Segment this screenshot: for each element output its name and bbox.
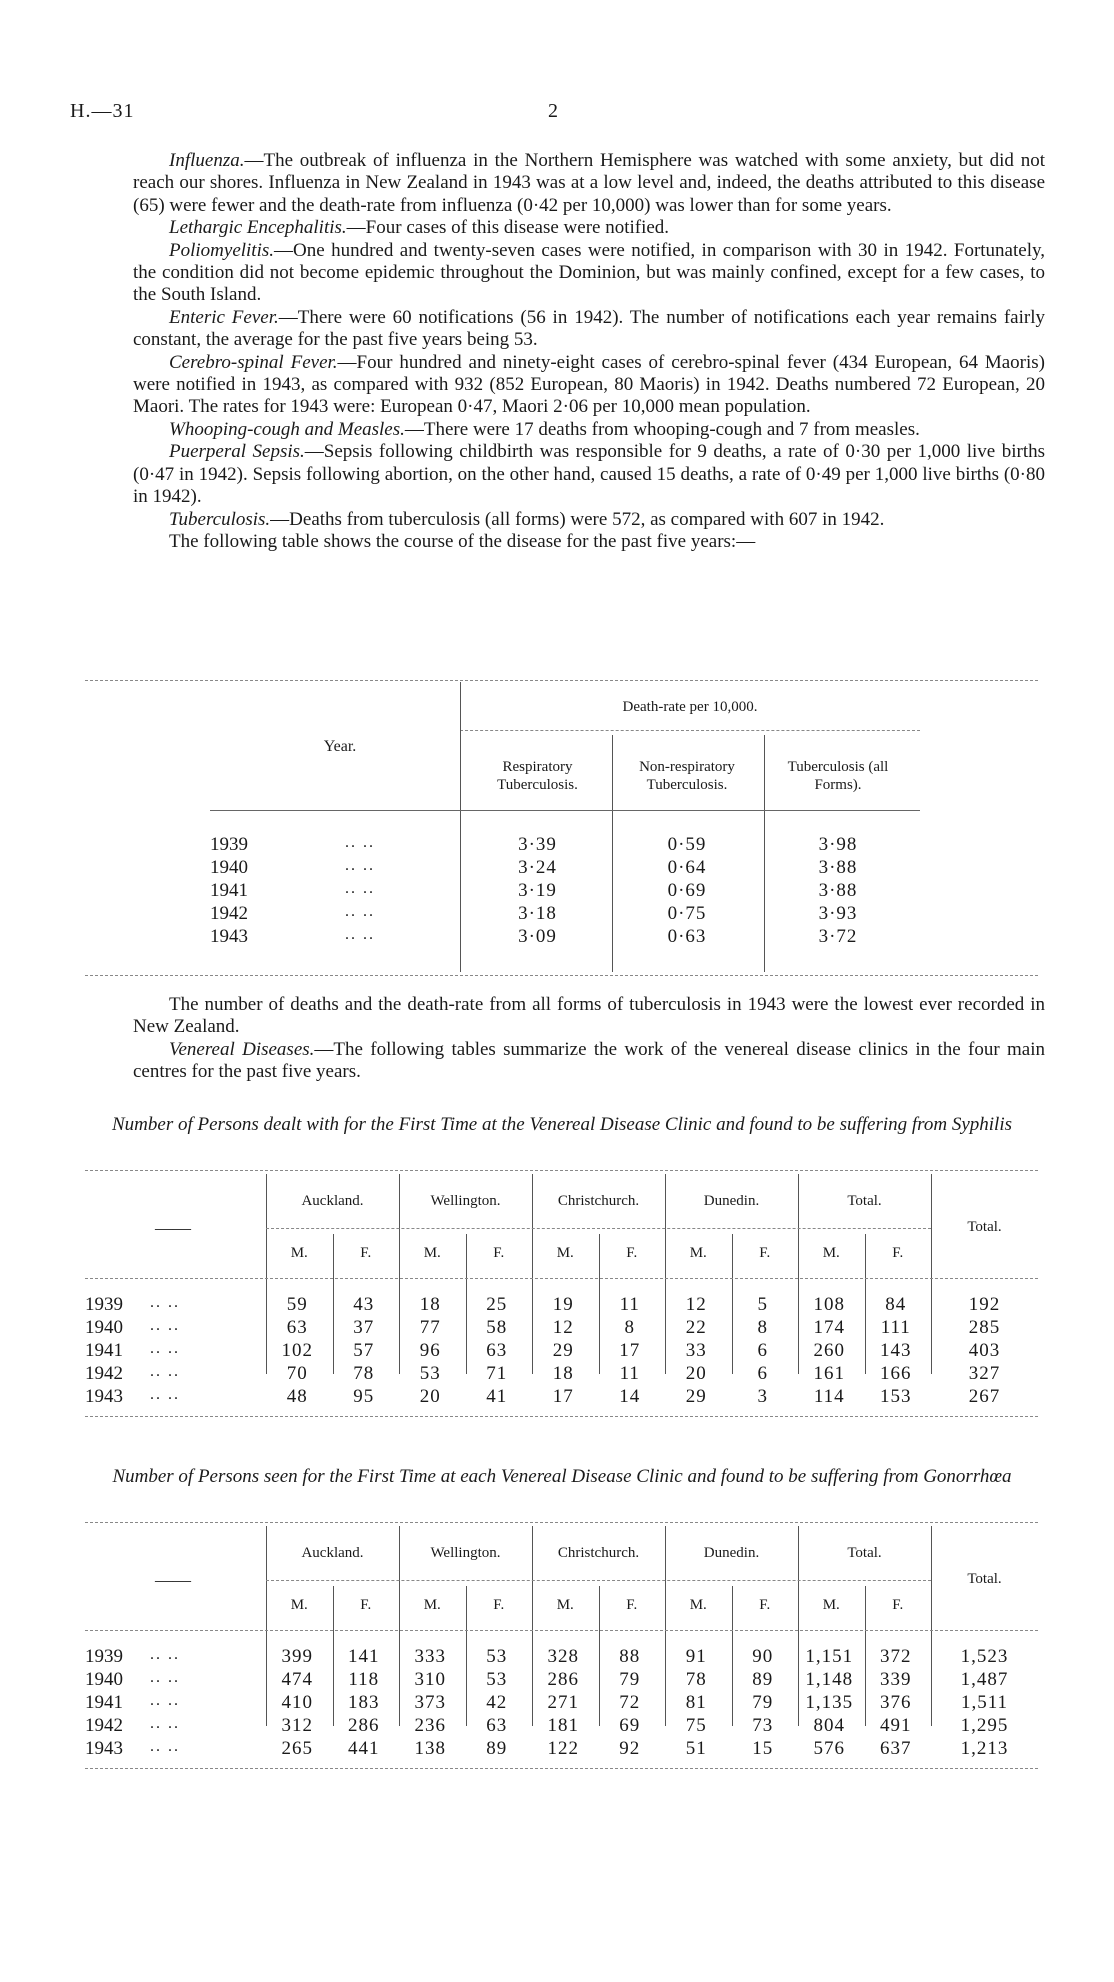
syphilis-row-value: 95 <box>353 1386 375 1407</box>
syphilis-row-value: 111 <box>880 1317 911 1338</box>
tb-row-year: 1940 <box>210 857 248 878</box>
gonorrhoea-row-value: 63 <box>486 1715 508 1736</box>
gonorrhoea-centre-header: Auckland. <box>301 1545 364 1561</box>
syphilis-row-value: 43 <box>353 1294 375 1315</box>
gonorrhoea-row-value: 328 <box>547 1646 579 1667</box>
tb-row-all-forms: 3·72 <box>818 926 858 947</box>
gonorrhoea-row-dots: .. .. <box>150 1738 180 1755</box>
gonorrhoea-row-value: 181 <box>547 1715 579 1736</box>
gonorrhoea-caption: Number of Persons seen for the First Time at each Venereal Disease Clinic and found to be suffering from Gonorrhœa <box>112 1466 1012 1487</box>
gonorrhoea-row-value: 271 <box>547 1692 579 1713</box>
gonorrhoea-centre-header: Christchurch. <box>557 1545 640 1561</box>
gonorrhoea-row-value: 138 <box>414 1738 446 1759</box>
syphilis-row-total: 267 <box>968 1386 1001 1407</box>
syphilis-row-year: 1943 <box>85 1386 123 1407</box>
gonorrhoea-row-value: 90 <box>752 1646 774 1667</box>
syphilis-centre-header: Total. <box>847 1193 882 1209</box>
syphilis-row-value: 58 <box>486 1317 508 1338</box>
gonorrhoea-row-dots: .. .. <box>150 1646 180 1663</box>
gonorrhoea-f-header: F. <box>626 1597 638 1613</box>
syphilis-row-value: 166 <box>880 1363 912 1384</box>
tb-row-dots: .. .. <box>345 834 375 851</box>
gonorrhoea-row-value: 804 <box>813 1715 845 1736</box>
gonorrhoea-f-header: F. <box>360 1597 372 1613</box>
gonorrhoea-row-year: 1940 <box>85 1669 123 1690</box>
gonorrhoea-row-value: 69 <box>619 1715 641 1736</box>
tb-row-dots: .. .. <box>345 926 375 943</box>
syphilis-row-value: 25 <box>486 1294 508 1315</box>
gonorrhoea-row-value: 286 <box>547 1669 579 1690</box>
tb-col-nonrespiratory: Non-respiratory Tuberculosis. <box>639 759 735 793</box>
syphilis-centre-header: Christchurch. <box>557 1193 640 1209</box>
syphilis-row-value: 59 <box>286 1294 308 1315</box>
syphilis-row-value: 22 <box>685 1317 707 1338</box>
tb-row-nonrespiratory: 0·75 <box>667 903 707 924</box>
syphilis-row-dots: .. .. <box>150 1317 180 1334</box>
syphilis-row-value: 53 <box>419 1363 441 1384</box>
gonorrhoea-centre-header: Dunedin. <box>703 1545 760 1561</box>
tb-col-all-forms: Tuberculosis (all Forms). <box>787 759 889 793</box>
gonorrhoea-centre-header: Wellington. <box>430 1545 501 1561</box>
syphilis-row-value: 29 <box>552 1340 574 1361</box>
gonorrhoea-mid-rule <box>266 1580 931 1581</box>
gonorrhoea-m-header: M. <box>689 1597 707 1613</box>
paragraph-tuberculosis: Tuberculosis.—Deaths from tuberculosis (all forms) were 572, as compared with 607 in 1942. <box>169 508 885 530</box>
syphilis-row-value: 3 <box>757 1386 768 1407</box>
syphilis-row-value: 108 <box>813 1294 845 1315</box>
gonorrhoea-row-dots: .. .. <box>150 1715 180 1732</box>
gonorrhoea-total-header: Total. <box>967 1571 1002 1587</box>
syphilis-total-header: Total. <box>967 1219 1002 1235</box>
gonorrhoea-row-value: 79 <box>752 1692 774 1713</box>
tb-row-all-forms: 3·88 <box>818 880 858 901</box>
tb-row-respiratory: 3·18 <box>518 903 557 924</box>
gonorrhoea-row-value: 310 <box>414 1669 446 1690</box>
paragraph-table-intro: The following table shows the course of the disease for the past five years:— <box>169 530 756 552</box>
syphilis-row-total: 403 <box>968 1340 1001 1361</box>
syphilis-m-header: M. <box>822 1245 840 1261</box>
gonorrhoea-row-year: 1941 <box>85 1692 123 1713</box>
syphilis-row-value: 17 <box>552 1386 574 1407</box>
gonorrhoea-row-value: 399 <box>281 1646 313 1667</box>
syphilis-row-value: 57 <box>353 1340 375 1361</box>
gonorrhoea-top-rule <box>85 1522 1038 1523</box>
gonorrhoea-row-value: 89 <box>486 1738 508 1759</box>
tb-group-header: Death-rate per 10,000. <box>622 699 758 715</box>
syphilis-row-dots: .. .. <box>150 1340 180 1357</box>
syphilis-f-header: F. <box>892 1245 904 1261</box>
gonorrhoea-row-value: 118 <box>348 1669 380 1690</box>
gonorrhoea-bottom-rule <box>85 1768 1038 1769</box>
gonorrhoea-f-header: F. <box>892 1597 904 1613</box>
gonorrhoea-row-value: 373 <box>414 1692 446 1713</box>
gonorrhoea-row-dots: .. .. <box>150 1669 180 1686</box>
paragraph-poliomyelitis: Poliomyelitis.—One hundred and twenty-seven cases were notified, in comparison with 30 in 1942. Fortunately, the condition did not become epidemic throughout the Dominion, but was mainly confined, except for a few cases, to the South Island. <box>133 239 1045 306</box>
syphilis-row-value: 20 <box>685 1363 707 1384</box>
syphilis-row-value: 84 <box>885 1294 907 1315</box>
page-number: 2 <box>548 100 558 122</box>
tb-year-header: Year. <box>323 738 357 755</box>
syphilis-row-value: 12 <box>685 1294 707 1315</box>
tb-row-all-forms: 3·93 <box>818 903 858 924</box>
gonorrhoea-row-value: 88 <box>619 1646 641 1667</box>
syphilis-bottom-rule <box>85 1416 1038 1417</box>
gonorrhoea-row-value: 372 <box>880 1646 912 1667</box>
syphilis-row-value: 153 <box>880 1386 912 1407</box>
syphilis-row-value: 8 <box>757 1317 768 1338</box>
syphilis-row-value: 48 <box>286 1386 308 1407</box>
syphilis-row-dots: .. .. <box>150 1294 180 1311</box>
syphilis-row-value: 260 <box>813 1340 845 1361</box>
gonorrhoea-m-header: M. <box>423 1597 441 1613</box>
gonorrhoea-row-value: 637 <box>880 1738 912 1759</box>
gonorrhoea-row-value: 15 <box>752 1738 774 1759</box>
paragraph-cerebrospinal: Cerebro-spinal Fever.—Four hundred and ninety-eight cases of cerebro-spinal fever (434 European, 64 Maoris) were notified in 1943, as compared with 932 (852 European, 80 Maoris) in 1942. Deaths numbered 72 European, 20 Maori. The rates for 1943 were: European 0·47, Maori 2·06 per 10,000 mean population. <box>133 351 1045 418</box>
body-text-top <box>133 150 1045 553</box>
syphilis-row-value: 6 <box>757 1363 768 1384</box>
syphilis-row-value: 29 <box>685 1386 707 1407</box>
gonorrhoea-m-header: M. <box>556 1597 574 1613</box>
syphilis-row-value: 161 <box>813 1363 845 1384</box>
gonorrhoea-row-value: 1,135 <box>805 1692 854 1713</box>
syphilis-row-total: 327 <box>968 1363 1001 1384</box>
syphilis-m-header: M. <box>689 1245 707 1261</box>
gonorrhoea-row-value: 576 <box>813 1738 845 1759</box>
gonorrhoea-header-rule <box>85 1630 1038 1631</box>
gonorrhoea-row-year: 1943 <box>85 1738 123 1759</box>
tb-row-all-forms: 3·88 <box>818 857 858 878</box>
gonorrhoea-row-total: 1,511 <box>960 1692 1009 1713</box>
gonorrhoea-row-total: 1,295 <box>960 1715 1009 1736</box>
gonorrhoea-row-value: 73 <box>752 1715 774 1736</box>
syphilis-row-value: 18 <box>419 1294 441 1315</box>
gonorrhoea-row-value: 91 <box>685 1646 707 1667</box>
gonorrhoea-f-header: F. <box>493 1597 505 1613</box>
report-reference: H.—31 <box>70 100 135 122</box>
gonorrhoea-row-value: 339 <box>880 1669 912 1690</box>
syphilis-m-header: M. <box>290 1245 308 1261</box>
tb-row-nonrespiratory: 0·63 <box>667 926 707 947</box>
syphilis-row-dots: .. .. <box>150 1363 180 1380</box>
gonorrhoea-row-total: 1,213 <box>960 1738 1009 1759</box>
syphilis-f-header: F. <box>493 1245 505 1261</box>
syphilis-row-value: 114 <box>813 1386 845 1407</box>
syphilis-row-value: 63 <box>286 1317 308 1338</box>
syphilis-row-year: 1939 <box>85 1294 123 1315</box>
gonorrhoea-centre-header: Total. <box>847 1545 882 1561</box>
gonorrhoea-m-header: M. <box>822 1597 840 1613</box>
gonorrhoea-row-value: 1,148 <box>805 1669 854 1690</box>
gonorrhoea-row-value: 92 <box>619 1738 641 1759</box>
syphilis-top-rule <box>85 1170 1038 1171</box>
tb-row-nonrespiratory: 0·64 <box>667 857 707 878</box>
syphilis-centre-header: Wellington. <box>430 1193 501 1209</box>
gonorrhoea-row-value: 79 <box>619 1669 641 1690</box>
tb-row-respiratory: 3·24 <box>518 857 557 878</box>
syphilis-row-value: 18 <box>552 1363 574 1384</box>
gonorrhoea-f-header: F. <box>759 1597 771 1613</box>
gonorrhoea-row-value: 265 <box>281 1738 313 1759</box>
tb-row-nonrespiratory: 0·59 <box>667 834 707 855</box>
syphilis-row-total: 192 <box>968 1294 1001 1315</box>
gonorrhoea-row-value: 42 <box>486 1692 508 1713</box>
tb-col-respiratory: Respiratory Tuberculosis. <box>497 759 578 793</box>
syphilis-row-value: 96 <box>419 1340 441 1361</box>
gonorrhoea-row-value: 141 <box>348 1646 380 1667</box>
body-text-middle <box>133 994 1045 1084</box>
gonorrhoea-row-value: 236 <box>414 1715 446 1736</box>
gonorrhoea-row-value: 81 <box>685 1692 707 1713</box>
tb-row-year: 1941 <box>210 880 248 901</box>
syphilis-row-value: 70 <box>286 1363 308 1384</box>
paragraph-venereal: Venereal Diseases.—The following tables summarize the work of the venereal disease clinics in the four main centres for the past five years. <box>133 1038 1045 1083</box>
gonorrhoea-row-value: 75 <box>685 1715 707 1736</box>
syphilis-row-year: 1941 <box>85 1340 123 1361</box>
tb-row-year: 1939 <box>210 834 248 855</box>
syphilis-row-value: 14 <box>619 1386 641 1407</box>
tb-row-dots: .. .. <box>345 857 375 874</box>
syphilis-row-dots: .. .. <box>150 1386 180 1403</box>
gonorrhoea-row-year: 1939 <box>85 1646 123 1667</box>
syphilis-stub-dash: —— <box>155 1218 191 1238</box>
syphilis-f-header: F. <box>759 1245 771 1261</box>
syphilis-row-year: 1942 <box>85 1363 123 1384</box>
syphilis-row-value: 33 <box>685 1340 707 1361</box>
syphilis-header-rule <box>85 1278 1038 1279</box>
syphilis-row-value: 17 <box>619 1340 641 1361</box>
tb-row-respiratory: 3·19 <box>518 880 557 901</box>
paragraph-influenza: Influenza.—The outbreak of influenza in the Northern Hemisphere was watched with some anxiety, but did not reach our shores. Influenza in New Zealand in 1943 was at a low level and, indeed, the deaths attributed to this disease (65) were fewer and the death-rate from influenza (0·42 per 10,000) was lower than for some years. <box>133 150 1045 216</box>
syphilis-centre-header: Auckland. <box>301 1193 364 1209</box>
syphilis-row-value: 5 <box>757 1294 768 1315</box>
tb-row-respiratory: 3·39 <box>518 834 557 855</box>
paragraph-whooping-cough: Whooping-cough and Measles.—There were 17 deaths from whooping-cough and 7 from measles. <box>169 418 920 440</box>
gonorrhoea-row-value: 72 <box>619 1692 641 1713</box>
paragraph-encephalitis: Lethargic Encephalitis.—Four cases of this disease were notified. <box>169 217 670 239</box>
gonorrhoea-row-value: 53 <box>486 1669 508 1690</box>
syphilis-centre-header: Dunedin. <box>703 1193 760 1209</box>
gonorrhoea-row-value: 53 <box>486 1646 508 1667</box>
syphilis-row-value: 20 <box>419 1386 441 1407</box>
gonorrhoea-row-value: 89 <box>752 1669 774 1690</box>
syphilis-f-header: F. <box>626 1245 638 1261</box>
gonorrhoea-row-value: 333 <box>414 1646 446 1667</box>
syphilis-row-value: 102 <box>281 1340 313 1361</box>
tb-row-year: 1942 <box>210 903 248 924</box>
syphilis-f-header: F. <box>360 1245 372 1261</box>
gonorrhoea-row-value: 312 <box>281 1715 313 1736</box>
gonorrhoea-row-total: 1,523 <box>960 1646 1009 1667</box>
syphilis-row-value: 37 <box>353 1317 375 1338</box>
syphilis-row-value: 6 <box>757 1340 768 1361</box>
paragraph-puerperal: Puerperal Sepsis.—Sepsis following childbirth was responsible for 9 deaths, a rate of 0·30 per 1,000 live births (0·47 in 1942). Sepsis following abortion, on the other hand, caused 15 deaths, a rate of 0·49 per 1,000 live births (0·80 in 1942). <box>133 441 1045 508</box>
syphilis-row-total: 285 <box>968 1317 1001 1338</box>
gonorrhoea-row-total: 1,487 <box>960 1669 1009 1690</box>
syphilis-row-value: 77 <box>419 1317 441 1338</box>
gonorrhoea-row-dots: .. .. <box>150 1692 180 1709</box>
paragraph-lowest-ever: The number of deaths and the death-rate from all forms of tuberculosis in 1943 were the lowest ever recorded in New Zealand. <box>133 994 1045 1038</box>
syphilis-row-value: 71 <box>486 1363 508 1384</box>
gonorrhoea-row-value: 286 <box>348 1715 380 1736</box>
syphilis-row-value: 78 <box>353 1363 375 1384</box>
syphilis-row-value: 19 <box>552 1294 574 1315</box>
syphilis-row-value: 174 <box>813 1317 845 1338</box>
gonorrhoea-row-value: 441 <box>348 1738 380 1759</box>
syphilis-mid-rule <box>266 1228 931 1229</box>
gonorrhoea-m-header: M. <box>290 1597 308 1613</box>
gonorrhoea-row-value: 183 <box>348 1692 380 1713</box>
syphilis-row-value: 8 <box>624 1317 635 1338</box>
gonorrhoea-row-value: 376 <box>880 1692 912 1713</box>
tb-row-nonrespiratory: 0·69 <box>667 880 707 901</box>
gonorrhoea-row-value: 491 <box>880 1715 912 1736</box>
syphilis-m-header: M. <box>423 1245 441 1261</box>
tb-row-dots: .. .. <box>345 903 375 920</box>
gonorrhoea-stub-dash: —— <box>155 1570 191 1590</box>
syphilis-m-header: M. <box>556 1245 574 1261</box>
paragraph-enteric: Enteric Fever.—There were 60 notifications (56 in 1942). The number of notifications each year remains fairly constant, the average for the past five years being 53. <box>133 306 1045 351</box>
gonorrhoea-row-value: 410 <box>281 1692 313 1713</box>
gonorrhoea-row-value: 122 <box>547 1738 579 1759</box>
syphilis-row-value: 12 <box>552 1317 574 1338</box>
syphilis-row-value: 11 <box>619 1363 640 1384</box>
syphilis-caption: Number of Persons dealt with for the First Time at the Venereal Disease Clinic and found to be suffering from Syphilis <box>112 1114 1012 1135</box>
gonorrhoea-row-value: 51 <box>685 1738 707 1759</box>
syphilis-row-value: 11 <box>619 1294 640 1315</box>
gonorrhoea-row-value: 78 <box>685 1669 707 1690</box>
gonorrhoea-row-value: 474 <box>281 1669 313 1690</box>
tb-row-year: 1943 <box>210 926 248 947</box>
tb-row-dots: .. .. <box>345 880 375 897</box>
syphilis-row-value: 63 <box>486 1340 508 1361</box>
syphilis-row-value: 143 <box>880 1340 912 1361</box>
tb-row-respiratory: 3·09 <box>518 926 557 947</box>
syphilis-row-value: 41 <box>486 1386 508 1407</box>
tb-row-all-forms: 3·98 <box>818 834 858 855</box>
gonorrhoea-row-year: 1942 <box>85 1715 123 1736</box>
syphilis-row-year: 1940 <box>85 1317 123 1338</box>
gonorrhoea-row-value: 1,151 <box>805 1646 854 1667</box>
